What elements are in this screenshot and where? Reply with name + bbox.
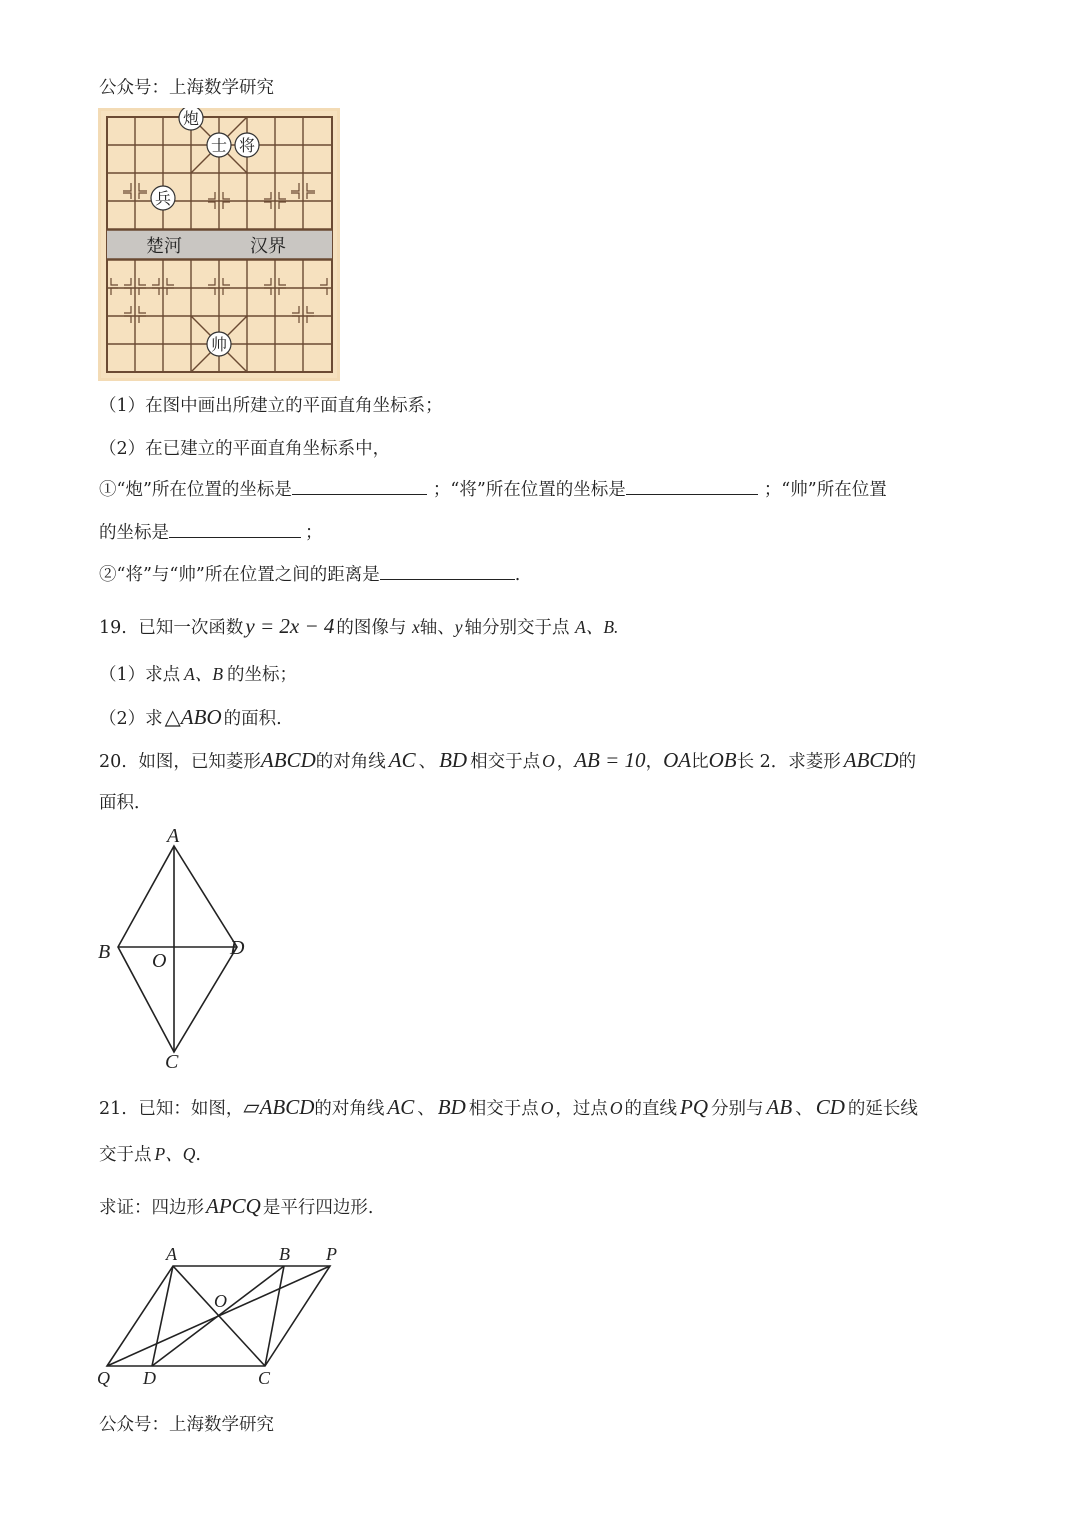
q18-sub1-line2: 的坐标是 ；: [99, 523, 323, 543]
svg-text:帅: 帅: [210, 335, 228, 354]
page-footer: 公众号：上海数学研究: [99, 1415, 274, 1435]
piece-pao: [179, 108, 203, 130]
q20-stem-line2: 面积．: [99, 793, 152, 813]
q18-part2: （2）在已建立的平面直角坐标系中，: [99, 439, 391, 459]
q21-stem-line2: 交于点 P、Q.: [99, 1144, 201, 1165]
q21-parallelogram-figure: [94, 1242, 354, 1387]
label-O: O: [152, 950, 167, 972]
label-B: B: [98, 941, 111, 963]
q20-rhombus-figure: [94, 822, 264, 1074]
river-right-label: 汉界: [250, 236, 286, 257]
q19-stem: 19. 已知一次函数y = 2x − 4 的图像与 x轴、y 轴分别交于点 A、B.: [99, 614, 619, 638]
svg-text:炮: 炮: [182, 109, 200, 128]
q19-part2: （2）求△ABO 的面积.: [99, 705, 282, 729]
q21-prove: 求证：四边形APCQ 是平行四边形.: [99, 1194, 374, 1218]
svg-text:兵: 兵: [154, 189, 172, 208]
label-P: P: [326, 1244, 337, 1264]
chess-board-figure: [98, 108, 340, 381]
label-D: D: [230, 937, 245, 959]
q18-sub1-line1: ①“炮”所在位置的坐标是 ；“将”所在位置的坐标是 ；“帅”所在位置: [99, 480, 887, 500]
label-C: C: [258, 1368, 271, 1387]
svg-text:将: 将: [238, 136, 256, 155]
q18-part1: （1）在图中画出所建立的平面直角坐标系；: [99, 396, 443, 416]
label-A: A: [166, 1244, 177, 1264]
q18-sub2: ②“将”与“帅”所在位置之间的距离是 .: [99, 565, 521, 585]
label-D: D: [143, 1368, 156, 1387]
piece-jiang: [235, 133, 259, 157]
page-header: 公众号：上海数学研究: [99, 78, 274, 98]
label-C: C: [165, 1051, 179, 1073]
q19-part1: （1）求点 A、B 的坐标；: [99, 664, 298, 685]
piece-bing: [151, 186, 175, 210]
q20-stem-line1: 20. 如图，已知菱形ABCD的对角线 AC 、 BD 相交于点 O ，AB = 10，OA比OB长 2．求菱形 ABCD的: [99, 748, 917, 772]
piece-shuai: [207, 332, 231, 356]
label-B: B: [279, 1244, 290, 1264]
river-left-label: 楚河: [146, 236, 182, 257]
label-A: A: [167, 825, 180, 847]
label-O: O: [214, 1291, 227, 1311]
svg-text:士: 士: [210, 136, 228, 155]
label-Q: Q: [97, 1368, 110, 1387]
piece-shi: [207, 133, 231, 157]
q21-stem-line1: 21. 已知：如图，▱ABCD的对角线 AC 、 BD 相交于点 O ，过点 O 的直线 PQ 分别与 AB 、 CD 的延长线: [99, 1095, 918, 1119]
